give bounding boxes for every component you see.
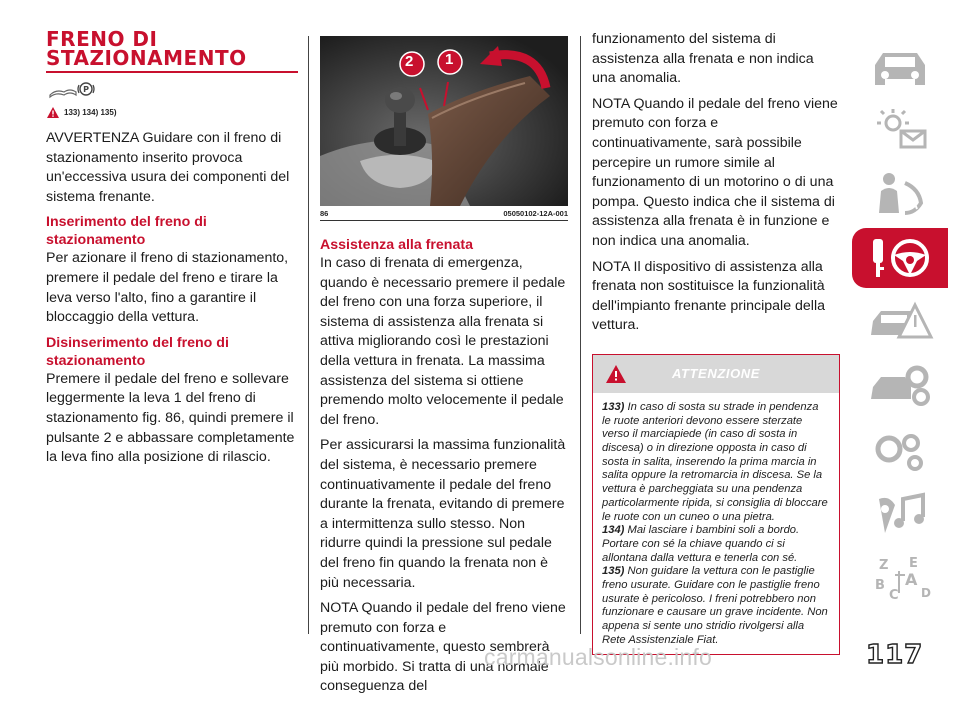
- tab-multimedia[interactable]: [852, 484, 948, 544]
- symbol-row: [46, 79, 298, 99]
- attenzione-item-133: 133) In caso di sosta su strade in pendenza le ruote anteriori devono essere sterzate verso il marciapiede (in caso di sosta in discesa) o in direzione opposta in caso di sosta in salita, inserendo la prima marcia in salita oppure la retromarcia in discesa. Se la vettura è parcheggiata su una pendenza particolarmente ripida, si consiglia di bloccare le ruote con un cuneo o una pietra.: [602, 400, 828, 523]
- title-rule: [46, 71, 298, 73]
- tab-car-dashboard[interactable]: [852, 36, 948, 96]
- avvertenza-text: AVVERTENZA Guidare con il freno di stazionamento inserito provoca un'eccessiva usura dei componenti del sistema frenante.: [46, 130, 290, 205]
- multimedia-icon: [865, 489, 935, 539]
- column-divider: [308, 36, 309, 634]
- inserimento-heading: Inserimento del freno di stazionamento: [46, 214, 207, 249]
- assistenza-p1: In caso di frenata di emergenza, quando è necessario premere il pedale del freno con una forza superiore, il sistema di assistenza alla frenata si attiva migliorando così le prestazioni della vettura in frenata. La massima assistenza del sistema si ottiene premendo molto velocemente il pedale del freno.: [320, 255, 566, 428]
- page-title: FRENO DI STAZIONAMENTO: [46, 27, 247, 70]
- warning-triangle-icon: [605, 364, 627, 384]
- key-steering-wheel-icon: [865, 233, 935, 283]
- tab-technical-data[interactable]: [852, 420, 948, 480]
- figure-caption: [320, 209, 568, 221]
- tab-index[interactable]: [852, 548, 948, 608]
- warning-lights-icon: [865, 105, 935, 155]
- tab-safety[interactable]: [852, 164, 948, 224]
- page-number: 117: [866, 640, 924, 670]
- warning-triangle-icon: [46, 106, 60, 119]
- tab-emergency[interactable]: [852, 292, 948, 352]
- svg-text:Z: Z: [879, 558, 889, 573]
- tab-warning-lights[interactable]: [852, 100, 948, 160]
- attenzione-item-134: 134) Mai lasciare i bambini soli a bordo. Portare con sé la chiave quando ci si allontana dalla vettura e tenerla con sé.: [602, 524, 800, 564]
- maintenance-icon: [865, 361, 935, 411]
- column-right: [592, 30, 840, 655]
- tab-starting-driving[interactable]: [852, 228, 948, 288]
- column-middle: [320, 36, 568, 703]
- assistenza-p4: NOTA Quando il pedale del freno viene premuto con forza e continuativamente, sarà possibile percepire un rumore simile al funzionamento di un motorino o di una pompa. Questo indica che il sistema di assistenza alla frenata è in funzione e non indica una anomalia.: [592, 95, 838, 249]
- emergency-icon: [865, 297, 935, 347]
- inserimento-text: Per azionare il freno di stazionamento, premere il pedale del freno e tirare la leva verso l'alto, fino a garantire il bloccaggio della vettura.: [46, 250, 289, 326]
- attenzione-title: ATTENZIONE: [671, 366, 761, 382]
- index-icon: [865, 553, 935, 603]
- column-left: [46, 27, 298, 474]
- safety-seatbelt-icon: [865, 169, 935, 219]
- assistenza-heading: Assistenza alla frenata: [320, 237, 473, 253]
- attenzione-body: [593, 393, 839, 654]
- attenzione-box: [592, 354, 840, 655]
- warning-reference-row: [46, 105, 298, 119]
- callout-2: 2: [405, 53, 414, 70]
- chapter-tab-bar: [852, 36, 948, 612]
- svg-text:P: P: [83, 85, 89, 94]
- brake-book-symbol-icon: [46, 79, 98, 99]
- figure-number: 86: [320, 209, 329, 218]
- svg-text:D: D: [921, 586, 931, 600]
- attenzione-header: [593, 355, 839, 393]
- figure-86-photo: [320, 36, 568, 206]
- warning-refs: 133) 134) 135): [64, 107, 117, 117]
- svg-text:A: A: [905, 570, 918, 589]
- column-divider: [580, 36, 581, 634]
- tab-maintenance[interactable]: [852, 356, 948, 416]
- assistenza-p5: NOTA Il dispositivo di assistenza alla frenata non sostituisce la funzionalità dell'impianto frenante principale della vettura.: [592, 258, 826, 334]
- callout-1: 1: [445, 51, 454, 68]
- disinserimento-heading: Disinserimento del freno di stazionamento: [46, 334, 229, 369]
- svg-text:B: B: [875, 578, 885, 593]
- svg-text:E: E: [909, 556, 918, 571]
- watermark: carmanualsonline.info: [484, 644, 712, 670]
- assistenza-p3-continued: funzionamento del sistema di assistenza alla frenata e non indica una anomalia.: [592, 31, 814, 87]
- disinserimento-text: Premere il pedale del freno e sollevare leggermente la leva 1 del freno di stazionamento fig. 86, quindi premere il pulsante 2 e abbassare completamente la leva fino alla posizione di rilascio.: [46, 370, 295, 466]
- svg-text:C: C: [889, 588, 899, 603]
- assistenza-p3: NOTA Quando il pedale del freno viene premuto con forza e continuativamente, questo sembrerà più morbido. Si tratta di una normale conseguenza del: [320, 600, 566, 695]
- attenzione-item-135: 135) Non guidare la vettura con le pastiglie freno usurate. Guidare con le pastiglie freno usurate è pericoloso. I freni potrebbero non funzionare e causare un grave incidente. Non appena si sente uno stridio rivolgersi alla Rete Assistenziale Fiat.: [602, 565, 828, 646]
- car-dashboard-icon: [865, 41, 935, 91]
- handbrake-lever-illustration: [320, 36, 568, 206]
- assistenza-p2: Per assicurarsi la massima funzionalità del sistema, è necessario premere continuativamente il pedale del freno durante la frenata, evitando di premere a intermittenza sullo stesso. Non ridurre quindi la pressione sul pedale del freno fin quando la frenata non è più necessaria.: [320, 437, 566, 591]
- technical-data-icon: [865, 425, 935, 475]
- figure-code: 05050102-12A-001: [503, 209, 568, 218]
